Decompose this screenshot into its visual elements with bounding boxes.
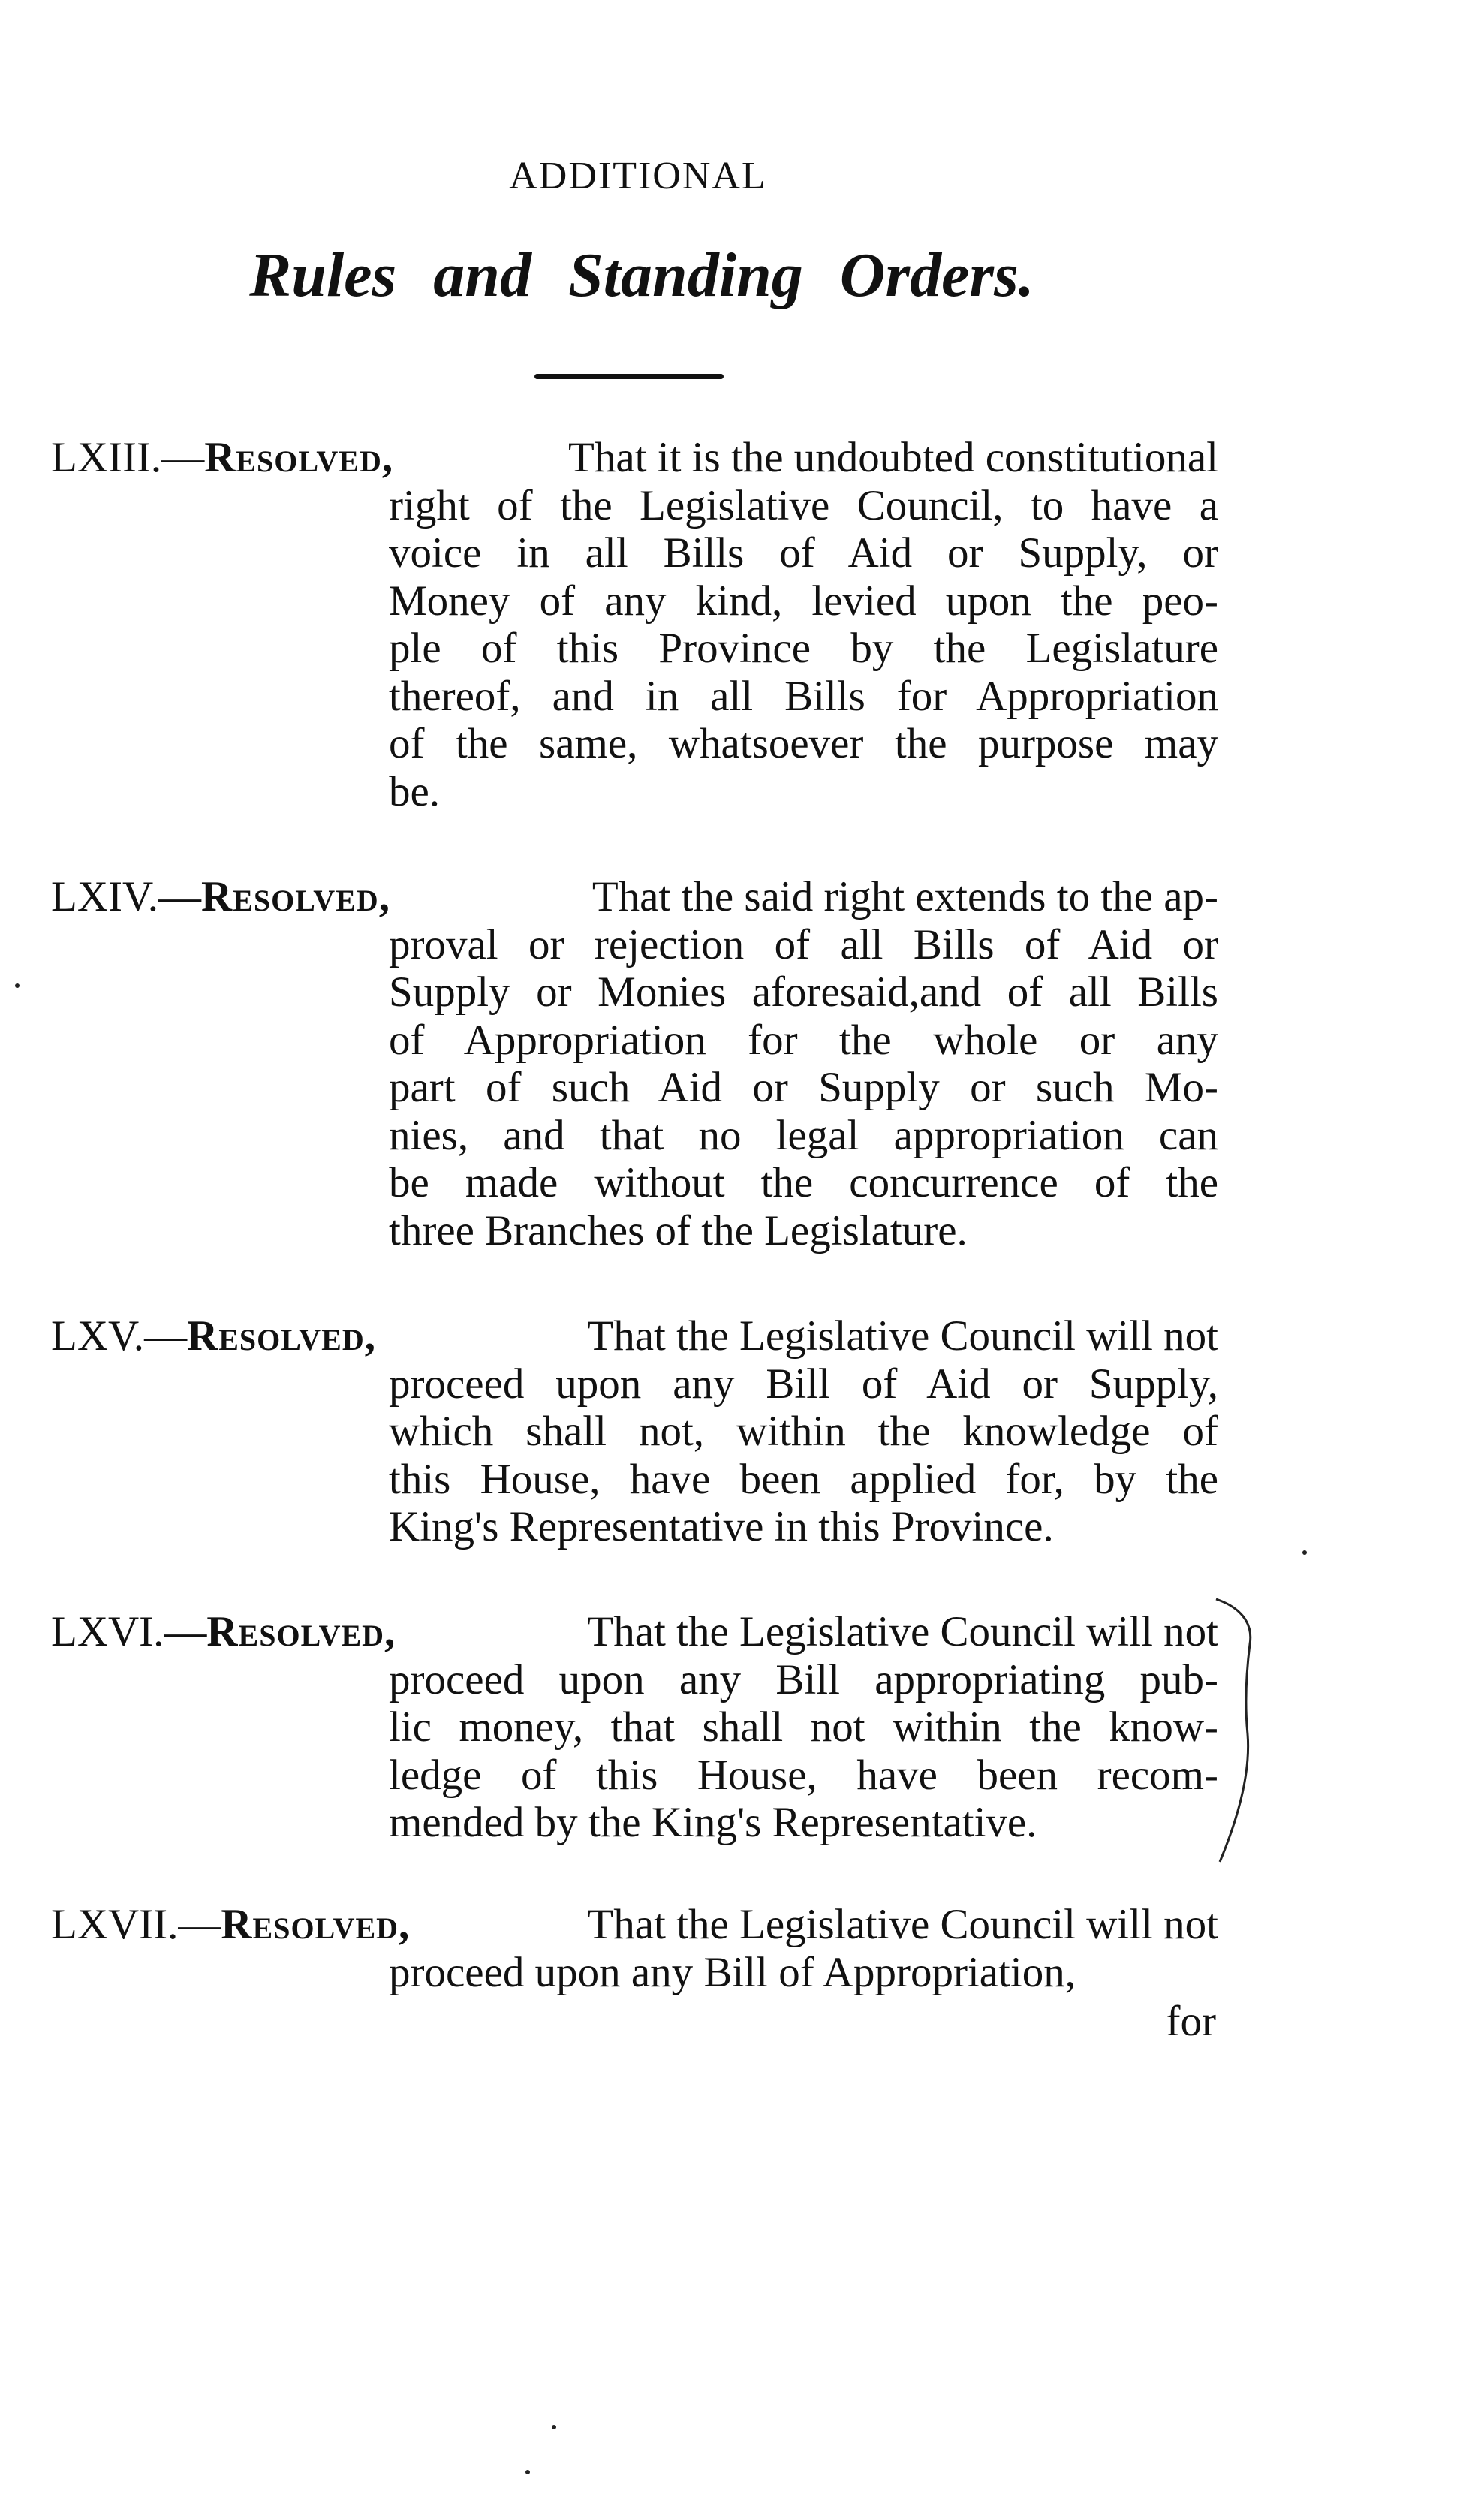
section-heading: ADDITIONAL xyxy=(509,155,767,197)
resolution-line: proceed upon any Bill of Appropriation, xyxy=(389,1948,1076,1996)
resolution-line: ledge of this House, have been recom- xyxy=(389,1751,1218,1799)
resolution-first-line xyxy=(51,873,1218,921)
resolution-body xyxy=(389,482,1218,816)
resolution-first-text: That it is the undoubted constitutional xyxy=(568,434,1218,481)
resolution-first-text: That the Legislative Council will not xyxy=(587,1312,1218,1360)
ink-speck xyxy=(552,2425,556,2429)
resolution-line: nies, and that no legal appropriation can xyxy=(389,1111,1218,1159)
resolution-first-text: That the said right extends to the ap- xyxy=(591,873,1218,920)
resolution-line: thereof, and in all Bills for Appropriation xyxy=(389,672,1218,720)
ink-speck xyxy=(15,983,20,988)
em-dash: — xyxy=(161,434,205,481)
resolution-lxvi xyxy=(51,1608,1218,1847)
em-dash: — xyxy=(164,1608,207,1655)
resolution-lxiii xyxy=(51,434,1218,815)
resolution-lxv xyxy=(51,1312,1218,1551)
resolution-number: LXV. xyxy=(51,1312,145,1360)
resolution-number: LXIII. xyxy=(51,434,162,481)
ink-speck xyxy=(525,2470,530,2474)
catchword: for xyxy=(1166,1998,1216,2045)
resolution-line: Money of any kind, levied upon the peo- xyxy=(389,577,1218,625)
resolution-keyword: Resolved, xyxy=(204,434,394,481)
resolution-body xyxy=(389,1656,1218,1847)
resolution-first-text: That the Legislative Council will not xyxy=(587,1901,1218,1948)
resolution-number: LXIV. xyxy=(51,873,159,920)
resolution-number: LXVII. xyxy=(51,1901,179,1948)
resolution-keyword: Resolved, xyxy=(201,873,390,920)
resolution-line: proceed upon any Bill of Aid or Supply, xyxy=(389,1360,1218,1408)
resolution-lxvii xyxy=(51,1901,1218,1996)
resolution-first-line xyxy=(51,1312,1218,1360)
resolution-line: Supply or Monies aforesaid,and of all Bills xyxy=(389,968,1218,1016)
resolution-line: of the same, whatsoever the purpose may xyxy=(389,720,1218,767)
em-dash: — xyxy=(178,1901,221,1948)
title-rule-divider xyxy=(534,374,724,379)
resolution-line: which shall not, within the knowledge of xyxy=(389,1408,1218,1455)
em-dash: — xyxy=(144,1312,188,1360)
resolution-line: of Appropriation for the whole or any xyxy=(389,1016,1218,1064)
resolution-line: proceed upon any Bill appropriating pub- xyxy=(389,1655,1218,1703)
resolution-line: King's Representative in this Province. xyxy=(389,1503,1054,1550)
resolution-first-line xyxy=(51,1608,1218,1656)
resolution-line: this House, have been applied for, by the xyxy=(389,1455,1218,1503)
resolution-lxiv xyxy=(51,873,1218,1254)
handwritten-bracket-mark xyxy=(1209,1592,1261,1869)
resolution-line: ple of this Province by the Legislature xyxy=(389,625,1218,672)
resolution-keyword: Resolved, xyxy=(187,1312,376,1360)
resolution-number: LXVI. xyxy=(51,1608,164,1655)
resolution-keyword: Resolved, xyxy=(221,1901,411,1948)
resolution-line: part of such Aid or Supply or such Mo- xyxy=(389,1064,1218,1111)
resolution-line: right of the Legislative Council, to have a xyxy=(389,481,1218,529)
resolution-first-line xyxy=(51,1901,1218,1949)
resolution-body xyxy=(389,1360,1218,1551)
resolution-line: proval or rejection of all Bills of Aid or xyxy=(389,920,1218,968)
resolution-line: three Branches of the Legislature. xyxy=(389,1206,968,1254)
ink-speck xyxy=(1302,1550,1307,1555)
page-title: Rules and Standing Orders. xyxy=(249,240,1034,310)
resolution-line: be. xyxy=(389,767,441,815)
resolution-first-text: That the Legislative Council will not xyxy=(587,1608,1218,1655)
em-dash: — xyxy=(158,873,202,920)
resolution-body xyxy=(389,921,1218,1255)
resolution-keyword: Resolved, xyxy=(206,1608,396,1655)
resolution-line: be made without the concurrence of the xyxy=(389,1159,1218,1206)
resolution-body xyxy=(389,1949,1218,1997)
resolution-line: mended by the King's Representative. xyxy=(389,1799,1037,1846)
resolution-line: lic money, that shall not within the know- xyxy=(389,1703,1218,1751)
resolution-line: voice in all Bills of Aid or Supply, or xyxy=(389,529,1218,577)
resolution-first-line xyxy=(51,434,1218,482)
